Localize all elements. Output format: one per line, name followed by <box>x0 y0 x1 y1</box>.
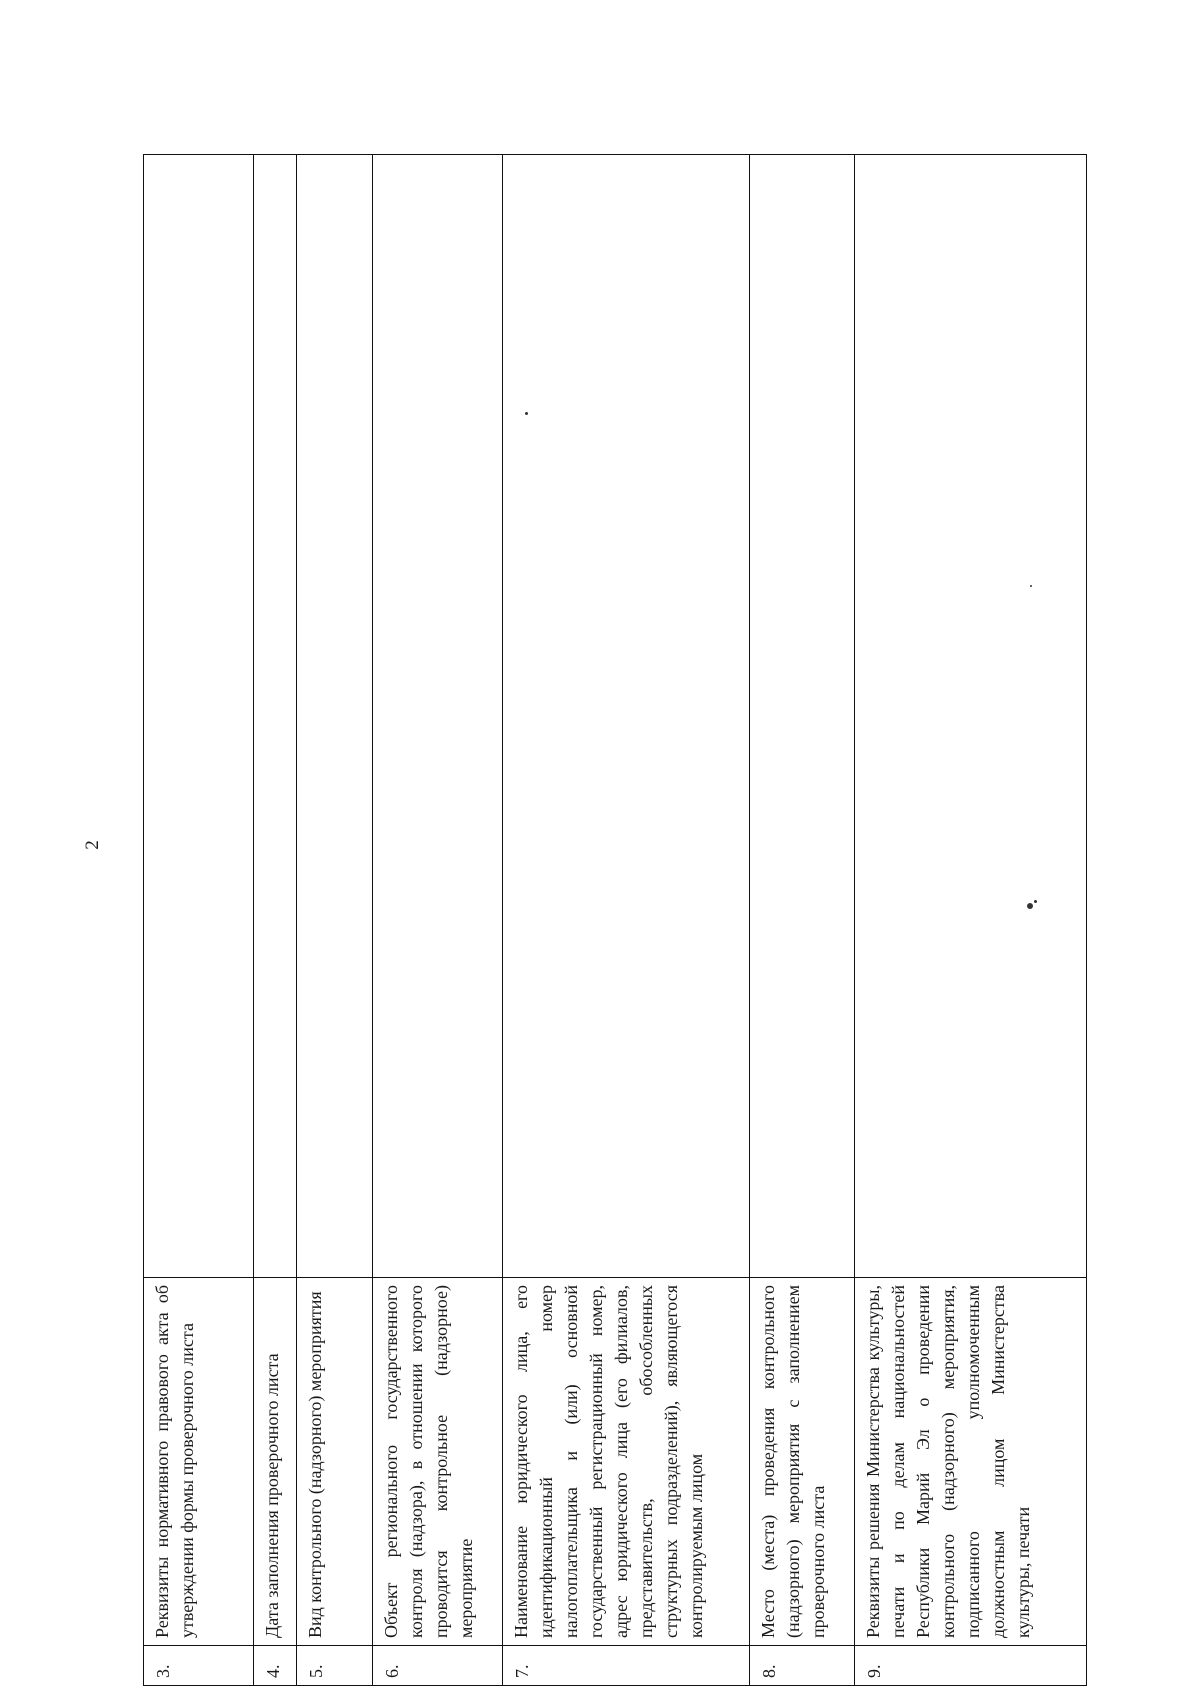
table-row <box>144 155 254 1685</box>
row-value <box>144 155 253 1277</box>
row-number: 6. <box>373 1645 502 1685</box>
row-value <box>503 155 749 1277</box>
row-label: Вид контрольного (надзорного) мероприятия <box>297 1277 372 1645</box>
row-label: Дата заполнения проверочного листа <box>254 1277 296 1645</box>
table-row <box>750 155 855 1685</box>
table-row <box>373 155 503 1685</box>
row-value <box>855 155 1086 1277</box>
row-number: 5. <box>297 1645 372 1685</box>
table-row <box>297 155 373 1685</box>
checklist-table <box>143 154 1087 1686</box>
row-value <box>254 155 296 1277</box>
table-row <box>254 155 297 1685</box>
row-number: 7. <box>503 1645 749 1685</box>
scan-speck <box>1027 903 1033 909</box>
table-row <box>503 155 750 1685</box>
row-number: 4. <box>254 1645 296 1685</box>
row-label: Реквизиты решения Министерства культуры, печати и по делам национальностей Республики Марий Эл о проведении контрольного (надзорного) мероприятия, подписанного уполномоченным должностным лицом Министерства культуры, печати <box>855 1277 1086 1645</box>
row-label: Место (места) проведения контрольного (надзорного) мероприятия с заполнением проверочного листа <box>750 1277 854 1645</box>
row-label: Реквизиты нормативного правового акта об утверждении формы проверочного листа <box>144 1277 253 1645</box>
scan-speck <box>1030 585 1032 587</box>
scan-speck <box>525 412 528 415</box>
row-number: 3. <box>144 1645 253 1685</box>
page-number: 2 <box>82 840 103 850</box>
checklist-table-container <box>143 154 1087 1686</box>
row-label: Объект регионального государственного контроля (надзора), в отношении которого проводится контрольное (надзорное) мероприятие <box>373 1277 502 1645</box>
scan-speck <box>1034 900 1037 903</box>
row-value <box>373 155 502 1277</box>
row-number: 8. <box>750 1645 854 1685</box>
row-value <box>750 155 854 1277</box>
row-value <box>297 155 372 1277</box>
row-number: 9. <box>855 1645 1086 1685</box>
row-label: Наименование юридического лица, его идентификационный номер налогоплательщика и (или) основной государственный регистрационный номер, адрес юридического лица (его филиалов, представительств, обособленных структурных подразделений), являющегося контролируемым лицом <box>503 1277 749 1645</box>
table-row <box>855 155 1086 1685</box>
